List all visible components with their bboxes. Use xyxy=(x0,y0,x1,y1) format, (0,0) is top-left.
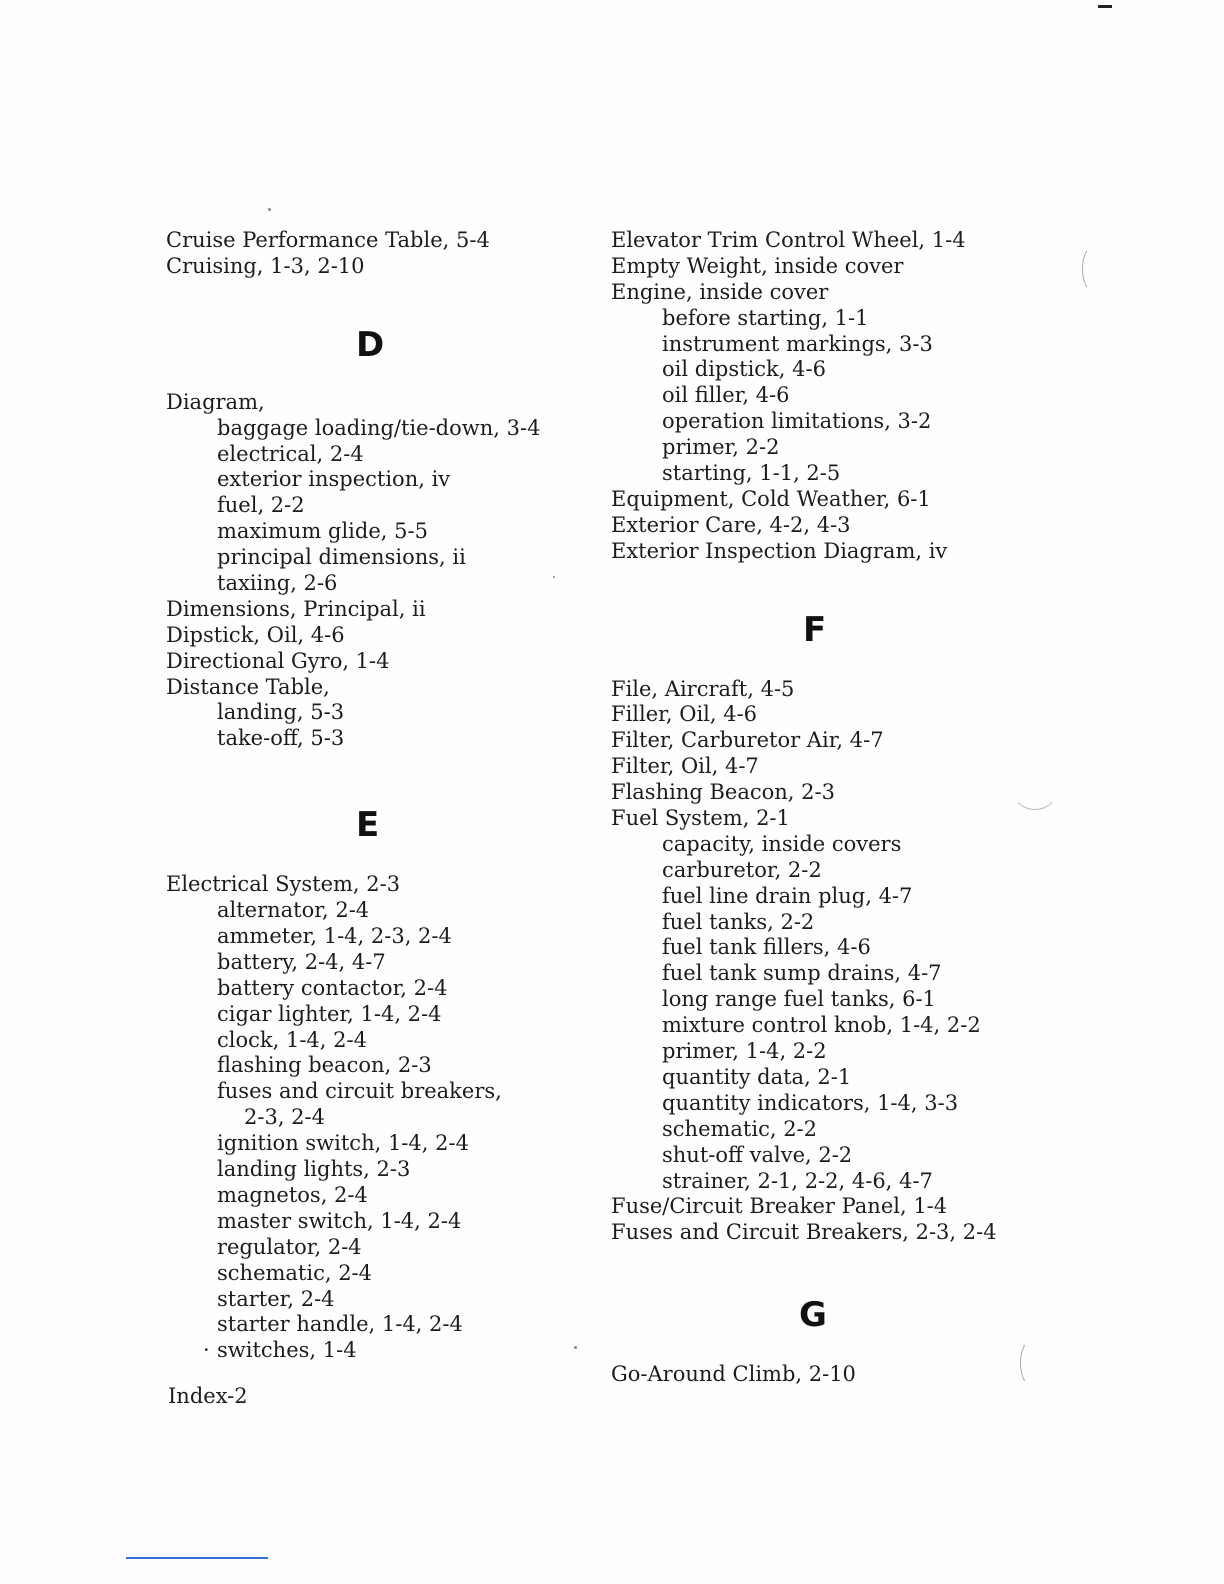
section-letter-g: G xyxy=(799,1295,827,1336)
scan-speck xyxy=(553,576,555,578)
index-subentry: maximum glide, 5-5 xyxy=(217,519,428,544)
index-subentry: flashing beacon, 2-3 xyxy=(217,1053,432,1078)
index-subentry: alternator, 2-4 xyxy=(217,898,370,923)
index-entry: Flashing Beacon, 2-3 xyxy=(611,780,835,805)
index-subentry: ignition switch, 1-4, 2-4 xyxy=(217,1131,469,1156)
index-subentry: long range fuel tanks, 6-1 xyxy=(662,987,936,1012)
index-subentry: landing lights, 2-3 xyxy=(217,1157,411,1182)
index-entry: Dimensions, Principal, ii xyxy=(166,596,426,621)
section-letter-e: E xyxy=(356,805,380,846)
scan-artifact xyxy=(1010,760,1060,810)
index-subentry: operation limitations, 3-2 xyxy=(662,409,932,434)
index-entry-engine: Engine, inside cover xyxy=(611,279,829,304)
index-entry-distance: Distance Table, xyxy=(166,674,330,699)
index-subentry: carburetor, 2-2 xyxy=(662,857,822,882)
index-entry: Fuse/Circuit Breaker Panel, 1-4 xyxy=(611,1194,948,1219)
index-subentry: starter handle, 1-4, 2-4 xyxy=(217,1312,463,1337)
index-entry: Cruise Performance Table, 5-4 xyxy=(166,228,490,252)
index-subentry-switches: · switches, 1-4 xyxy=(203,1338,357,1363)
index-subentry: take-off, 5-3 xyxy=(217,726,345,751)
page-label: Index-2 xyxy=(168,1384,248,1408)
index-entry: Elevator Trim Control Wheel, 1-4 xyxy=(611,228,966,252)
index-entry: Cruising, 1-3, 2-10 xyxy=(166,253,365,278)
index-entry: Equipment, Cold Weather, 6-1 xyxy=(611,486,931,511)
index-subentry: fuel tanks, 2-2 xyxy=(662,909,815,934)
index-entry: Fuses and Circuit Breakers, 2-3, 2-4 xyxy=(611,1220,997,1245)
scan-speck xyxy=(268,208,271,211)
index-entry: Dipstick, Oil, 4-6 xyxy=(166,622,345,647)
index-subentry: instrument markings, 3-3 xyxy=(662,331,933,356)
index-entry-fuel: Fuel System, 2-1 xyxy=(611,806,790,831)
index-subentry: before starting, 1-1 xyxy=(662,305,869,330)
index-subentry: mixture control knob, 1-4, 2-2 xyxy=(662,1013,981,1038)
index-right-column xyxy=(611,228,997,1388)
scan-artifact xyxy=(1082,246,1104,292)
index-subentry-text: switches, 1-4 xyxy=(217,1338,357,1363)
index-subentry: taxiing, 2-6 xyxy=(217,571,338,596)
index-entry: Exterior Inspection Diagram, iv xyxy=(611,538,948,563)
index-subentry: master switch, 1-4, 2-4 xyxy=(217,1208,462,1233)
scan-artifact xyxy=(1020,1340,1042,1386)
index-subentry: quantity indicators, 1-4, 3-3 xyxy=(662,1090,959,1115)
index-subentry: fuel, 2-2 xyxy=(217,493,305,518)
index-subentry: strainer, 2-1, 2-2, 4-6, 4-7 xyxy=(662,1168,933,1193)
index-subentry: principal dimensions, ii xyxy=(217,545,466,570)
index-subentry: ammeter, 1-4, 2-3, 2-4 xyxy=(217,924,452,949)
scan-speck xyxy=(574,1346,577,1349)
index-entry: Go-Around Climb, 2-10 xyxy=(611,1362,856,1387)
index-entry: Exterior Care, 4-2, 4-3 xyxy=(611,512,851,537)
index-subentry: battery contactor, 2-4 xyxy=(217,975,448,1000)
index-subentry: magnetos, 2-4 xyxy=(217,1182,368,1207)
index-subentry: fuel line drain plug, 4-7 xyxy=(662,883,913,908)
index-left-column xyxy=(166,228,540,1364)
index-subentry: starter, 2-4 xyxy=(217,1286,335,1311)
index-subentry: cigar lighter, 1-4, 2-4 xyxy=(217,1001,442,1026)
index-subentry: shut-off valve, 2-2 xyxy=(662,1142,853,1167)
index-subentry: starting, 1-1, 2-5 xyxy=(662,461,841,486)
index-entry: Directional Gyro, 1-4 xyxy=(166,648,390,673)
index-subentry: schematic, 2-4 xyxy=(217,1260,373,1285)
index-subentry: electrical, 2-4 xyxy=(217,441,364,466)
index-entry: Empty Weight, inside cover xyxy=(611,253,904,278)
index-subentry: quantity data, 2-1 xyxy=(662,1064,852,1089)
index-entry: File, Aircraft, 4-5 xyxy=(611,676,795,701)
index-subentry: fuel tank sump drains, 4-7 xyxy=(662,961,942,986)
section-letter-d: D xyxy=(356,324,385,365)
index-subentry: oil dipstick, 4-6 xyxy=(662,357,826,382)
index-entry: Filter, Carburetor Air, 4-7 xyxy=(611,728,884,753)
index-subentry: oil filler, 4-6 xyxy=(662,383,790,408)
index-subentry: landing, 5-3 xyxy=(217,700,345,725)
index-subentry: primer, 2-2 xyxy=(662,435,780,460)
scan-edge-line xyxy=(126,1557,268,1559)
index-subentry: fuses and circuit breakers, xyxy=(217,1079,502,1104)
index-subentry: schematic, 2-2 xyxy=(662,1116,818,1141)
index-entry-electrical: Electrical System, 2-3 xyxy=(166,872,401,897)
index-subentry: primer, 1-4, 2-2 xyxy=(662,1039,827,1064)
index-subentry: exterior inspection, iv xyxy=(217,467,451,492)
index-entry: Filter, Oil, 4-7 xyxy=(611,754,759,779)
index-subentry: battery, 2-4, 4-7 xyxy=(217,949,386,974)
index-subentry: fuel tank fillers, 4-6 xyxy=(662,935,871,960)
index-entry-diagram: Diagram, xyxy=(166,389,265,414)
index-subentry: baggage loading/tie-down, 3-4 xyxy=(217,415,541,440)
index-entry: Filler, Oil, 4-6 xyxy=(611,702,758,727)
index-subentry: clock, 1-4, 2-4 xyxy=(217,1027,367,1052)
scan-mark xyxy=(1098,5,1112,8)
index-subentry: capacity, inside covers xyxy=(662,831,902,856)
section-letter-f: F xyxy=(803,609,827,650)
index-subentry: regulator, 2-4 xyxy=(217,1234,362,1259)
index-subentry-continuation: 2-3, 2-4 xyxy=(244,1105,325,1130)
